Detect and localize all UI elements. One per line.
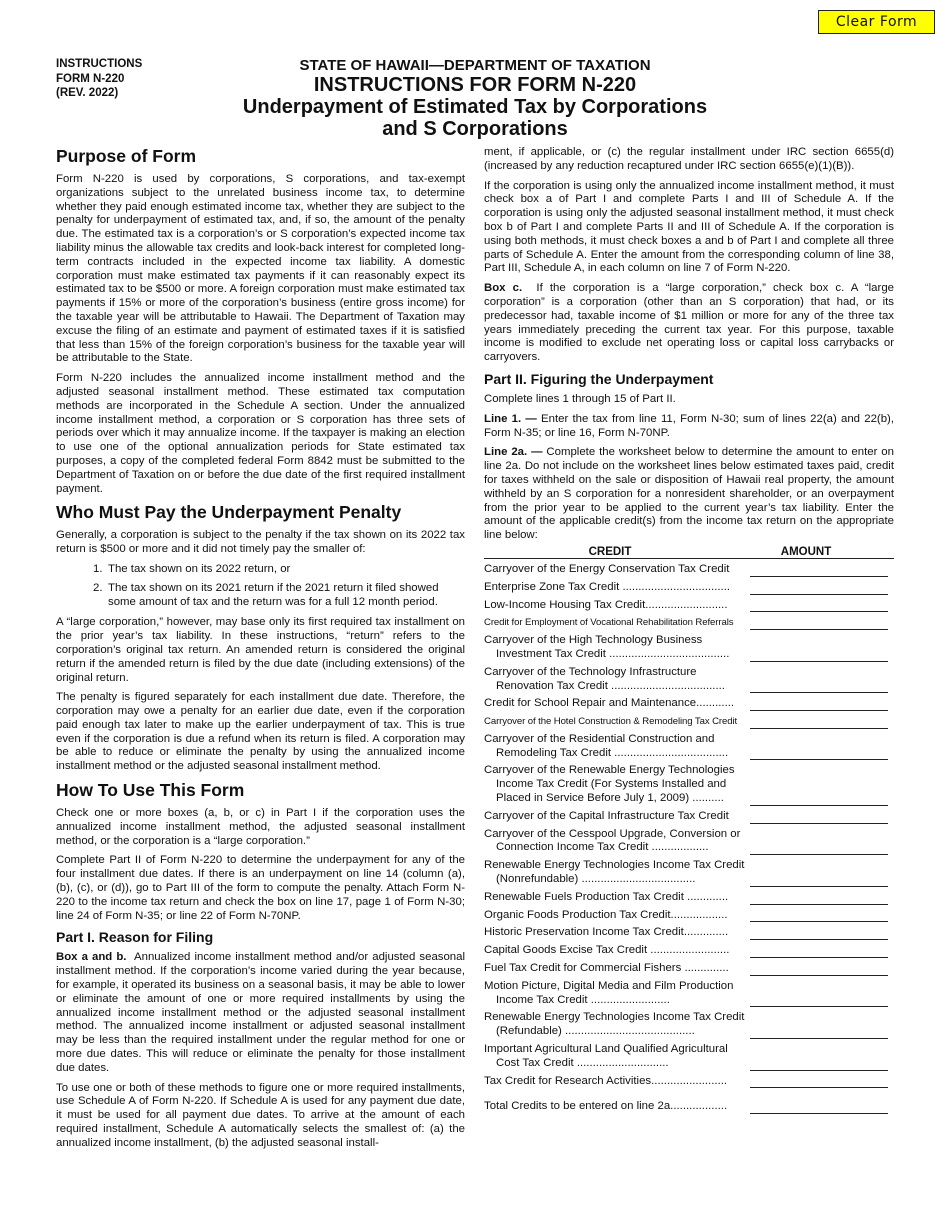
how-paragraph: Check one or more boxes (a, b, or c) in Part I if the corporation uses the annualized income installment method, the adjusted seasonal installment method, or the corporation is a “large corporation.” — [56, 807, 465, 847]
part2-paragraph: Complete lines 1 through 15 of Part II. — [484, 392, 676, 405]
credit-label: Renewable Energy Technologies Income Tax Credit (Refundable) ......................................... — [484, 1011, 745, 1038]
list-item: 2. The tax shown on its 2021 return if the 2021 return it filed showed some amount of tax and the return was for a full 12 month period. — [93, 581, 439, 608]
line1-paragraph: Line 1. — Enter the tax from line 11, Form N-30; sum of lines 22(a) and 22(b), Form N-35; or line 16, Form N-70NP. — [484, 412, 894, 439]
credit-amount-field[interactable] — [750, 747, 888, 760]
table-row — [484, 764, 894, 805]
table-row — [484, 581, 894, 595]
credit-amount-field[interactable] — [750, 874, 888, 887]
who-paragraph: The penalty is figured separately for each installment due date. Therefore, the corporation may owe a penalty for an earlier due date, even if the corporation paid enough tax later to make up the earlier underpayment of tax. This is true even if the corporation is due a refund when its return is filed. A corporation may be able to reduce or eliminate the penalty by using the annualized income installment method or the adjusted seasonal installment method. — [56, 691, 465, 773]
who-list — [56, 563, 465, 609]
credit-amount-field[interactable] — [750, 599, 888, 612]
total-credits-label: Total Credits to be entered on line 2a.................. — [484, 1100, 728, 1113]
credit-amount-field[interactable] — [750, 927, 888, 940]
credit-label: Carryover of the Energy Conservation Tax Credit — [484, 562, 730, 575]
credit-amount-field[interactable] — [750, 909, 888, 922]
page-subtitle: and S Corporations — [382, 118, 568, 140]
total-credits-row — [484, 1100, 894, 1114]
credit-label: Enterprise Zone Tax Credit .................................. — [484, 580, 731, 593]
credit-label: Credit for Employment of Vocational Rehabilitation Referrals — [484, 617, 734, 629]
credit-label: Carryover of the Renewable Energy Technologies Income Tax Credit (For Systems Installed and Placed in Service Before July 1, 2009) .......... — [484, 764, 735, 805]
credit-label: Renewable Energy Technologies Income Tax Credit (Nonrefundable) .................................... — [484, 859, 745, 886]
left-column — [56, 146, 465, 1157]
credit-label: Credit for School Repair and Maintenance............ — [484, 697, 735, 710]
form-identifier — [56, 57, 142, 101]
credit-label: Important Agricultural Land Qualified Agricultural Cost Tax Credit ............................. — [484, 1043, 728, 1069]
continued-paragraph: ment, if applicable, or (c) the regular installment under IRC section 6655(d) (increased by any reduction recaptured under IRC section 6655(e)(1)(B)). — [484, 146, 894, 172]
clear-form-button[interactable]: Clear Form — [818, 10, 935, 34]
credit-amount-field[interactable] — [750, 649, 888, 662]
table-row — [484, 599, 894, 613]
credit-amount-field[interactable] — [750, 564, 888, 577]
who-must-pay-heading: Who Must Pay the Underpayment Penalty — [56, 502, 402, 523]
box-c-paragraph: Box c. If the corporation is a “large corporation,” check box c. A “large corporation” is a corporation (other than an S corporation) that had, or its predecessor had, taxable income of $1 million or more for any of the three tax years immediately preceding the current tax year. For this purpose, taxable income is modified to exclude net operating loss or capital loss carrybacks or carryovers. — [484, 282, 894, 364]
credit-label: Tax Credit for Research Activities........................ — [484, 1074, 728, 1087]
table-row — [484, 1011, 894, 1039]
table-row — [484, 980, 894, 1008]
table-row — [484, 962, 894, 976]
form-id-line: (REV. 2022) — [56, 87, 119, 99]
part1-paragraph: To use one or both of these methods to figure one or more required installments, use Schedule A of Form N-220. If Schedule A is used for any payment due date, it must be used for all payment due dates. To arrive at the amount of each required installment, Schedule A automatically selects the smallest of: (a) the annualized income installment, (b) the adjusted seasonal install- — [56, 1081, 465, 1149]
how-paragraph: Complete Part II of Form N-220 to determine the underpayment for any of the four installment due dates. If there is an underpayment on line 14 (column (a), (b), (c), or (d)), go to Part III of the form to compute the penalty. Attach Form N-220 to the income tax return and check the box on line 17, page 1 of Form N-30; line 24 of Form N-35; or line 22 of Form N-70NP. — [56, 854, 465, 922]
credit-amount-field[interactable] — [750, 680, 888, 693]
table-row — [484, 926, 894, 940]
form-id-line: FORM N-220 — [56, 72, 125, 85]
credit-label: Fuel Tax Credit for Commercial Fishers .............. — [484, 962, 729, 975]
credit-amount-field[interactable] — [750, 716, 888, 729]
credit-amount-field[interactable] — [750, 994, 888, 1007]
table-row — [484, 859, 894, 887]
credit-amount-field[interactable] — [750, 793, 888, 806]
credit-label: Carryover of the Cesspool Upgrade, Conversion or Connection Income Tax Credit .................. — [484, 827, 741, 854]
page-title: INSTRUCTIONS FOR FORM N-220 — [313, 74, 637, 96]
credit-label: Carryover of the Capital Infrastructure Tax Credit — [484, 809, 729, 822]
how-to-use-heading: How To Use This Form — [56, 780, 245, 801]
credit-amount-field[interactable] — [750, 945, 888, 958]
purpose-paragraph: Form N-220 includes the annualized income installment method and the adjusted seasonal installment method. These estimated tax computation methods are incorporated in the Schedule A section. Under the annualized income installment method, a corporation or S corporation has three sets of periods over which it may annualize income. If the taxpayer is making an election to use one of the optional annualization periods for State estimated tax purposes, a copy of the completed federal Form 8842 must be submitted to the Department of Taxation on or before the due date of the first required installment payment. — [56, 372, 465, 495]
table-row — [484, 697, 894, 711]
page-subtitle: Underpayment of Estimated Tax by Corporations — [242, 96, 708, 118]
credit-label: Carryover of the Technology Infrastructure Renovation Tax Credit .................................... — [484, 665, 725, 692]
credit-label: Carryover of the Residential Construction and Remodeling Tax Credit .................................... — [484, 732, 729, 759]
credit-label: Carryover of the High Technology Business Investment Tax Credit ...................................... — [484, 634, 730, 660]
table-row — [484, 563, 894, 577]
credit-label: Motion Picture, Digital Media and Film Production Income Tax Credit ......................... — [484, 979, 734, 1006]
credit-amount-field[interactable] — [750, 617, 888, 630]
form-id-line: INSTRUCTIONS — [56, 58, 143, 70]
part1-paragraph: Box a and b. Annualized income installment method and/or adjusted seasonal installment method. If the corporation’s income varied during the year because, for example, it operated its business on a seasonal basis, it may be able to lower or eliminate the amount of one or more required installments by using the annualized income installment method or the adjusted seasonal installment method. The annualized income installment or adjusted seasonal installment may be less than the required installment under the regular method for one or more due dates. This will reduce or eliminate the penalty for those installment due dates. — [56, 951, 466, 1074]
schedule-paragraph: If the corporation is using only the annualized income installment method, it must check box a of Part I and complete Parts I and III of Schedule A. If the corporation is using only the adjusted seasonal installment method, it must check box b of Part I and complete Parts II and III of Schedule A. If the corporation is using both methods, it must check boxes a and b of Part I and complete all three parts of Schedule A. Enter the amount from the corresponding column of line 38, Part III, Schedule A, in each column on line 7 of Form N-220. — [484, 179, 894, 275]
table-row — [484, 944, 894, 958]
who-paragraph: Generally, a corporation is subject to the penalty if the tax shown on its 2022 tax return is $500 or more and it did not timely pay the smaller of: — [56, 529, 465, 556]
right-column — [484, 146, 894, 1114]
credit-amount-field[interactable] — [750, 1026, 888, 1039]
table-row — [484, 733, 894, 761]
credit-label: Capital Goods Excise Tax Credit ......................... — [484, 944, 730, 957]
table-row — [484, 1043, 894, 1071]
page-header — [160, 57, 790, 140]
line2a-paragraph: Line 2a. — Complete the worksheet below to determine the amount to enter on line 2a. Do not include on the worksheet lines below estimated taxes paid, credit for taxes withheld on the sale or disposition of Hawaii real property, the amount withheld by an S corporation for a nonresident shareholder, or an overpayment from the prior year to be applied to the current year’s tax liability. Enter the amount of the applicable credit(s) from the income tax return on the appropriate line below: — [484, 446, 894, 542]
credit-amount-field[interactable] — [750, 1058, 888, 1071]
amount-column-header: AMOUNT — [780, 545, 832, 558]
list-item: 1. The tax shown on its 2022 return, or — [93, 562, 291, 575]
credit-label: Carryover of the Hotel Construction & Remodeling Tax Credit — [484, 716, 738, 728]
table-row — [484, 634, 894, 662]
table-row — [484, 616, 894, 630]
table-row — [484, 828, 894, 856]
table-header — [484, 546, 894, 559]
table-row — [484, 909, 894, 923]
part1-heading: Part I. Reason for Filing — [56, 929, 214, 946]
part2-heading: Part II. Figuring the Underpayment — [484, 370, 714, 387]
credit-amount-field[interactable] — [750, 1075, 888, 1088]
department-name: STATE OF HAWAII—DEPARTMENT OF TAXATION — [299, 57, 651, 74]
credit-amount-field[interactable] — [750, 892, 888, 905]
purpose-paragraph: Form N-220 is used by corporations, S corporations, and tax-exempt organizations subject to the unrelated business income tax, to determine whether they paid enough estimated income tax, whether they are subject to the penalty for underpayment of estimated tax, and, if so, the amount of the penalty due. The estimated tax is a corporation’s or S corporation’s expected income tax liability minus the allowable tax credits and look-back interest for completed long-term contracts included in the expected income tax liability. A domestic corporation must make estimated tax payments if it can reasonably expect its estimated tax to be $500 or more. A foreign corporation must make estimated tax payments if 15% or more of the corporation’s business (entire gross income) for the taxable year will be attributable to Hawaii. The Department of Taxation may excuse the filing of an estimate and payment of estimated taxes if it is satisfied that less than 15% of the foreign corporation’s business for the taxable year will be attributable to the State. — [56, 173, 465, 365]
table-row — [484, 891, 894, 905]
who-paragraph: A “large corporation,” however, may base only its first required tax installment on the prior year’s tax liability. In these instructions, “return” refers to the corporation’s original tax return. An amended return is considered the original return if the amended return is filed by the due date (including extensions) of the original return. — [56, 616, 465, 684]
total-credits-amount-field[interactable] — [750, 1101, 888, 1114]
credit-label: Renewable Fuels Production Tax Credit ............. — [484, 890, 729, 903]
table-row — [484, 715, 894, 729]
credit-amount-field[interactable] — [750, 811, 888, 824]
credit-worksheet-table — [484, 546, 894, 1114]
credit-column-header: CREDIT — [588, 545, 632, 558]
table-row — [484, 1075, 894, 1089]
credit-label: Historic Preservation Income Tax Credit.............. — [484, 926, 729, 939]
credit-amount-field[interactable] — [750, 582, 888, 595]
credit-amount-field[interactable] — [750, 963, 888, 976]
credit-label: Low-Income Housing Tax Credit.......................... — [484, 598, 728, 611]
table-row — [484, 666, 894, 694]
credit-amount-field[interactable] — [750, 842, 888, 855]
credit-label: Organic Foods Production Tax Credit.................. — [484, 908, 728, 921]
purpose-heading: Purpose of Form — [56, 146, 197, 166]
table-row — [484, 810, 894, 824]
credit-amount-field[interactable] — [750, 698, 888, 711]
